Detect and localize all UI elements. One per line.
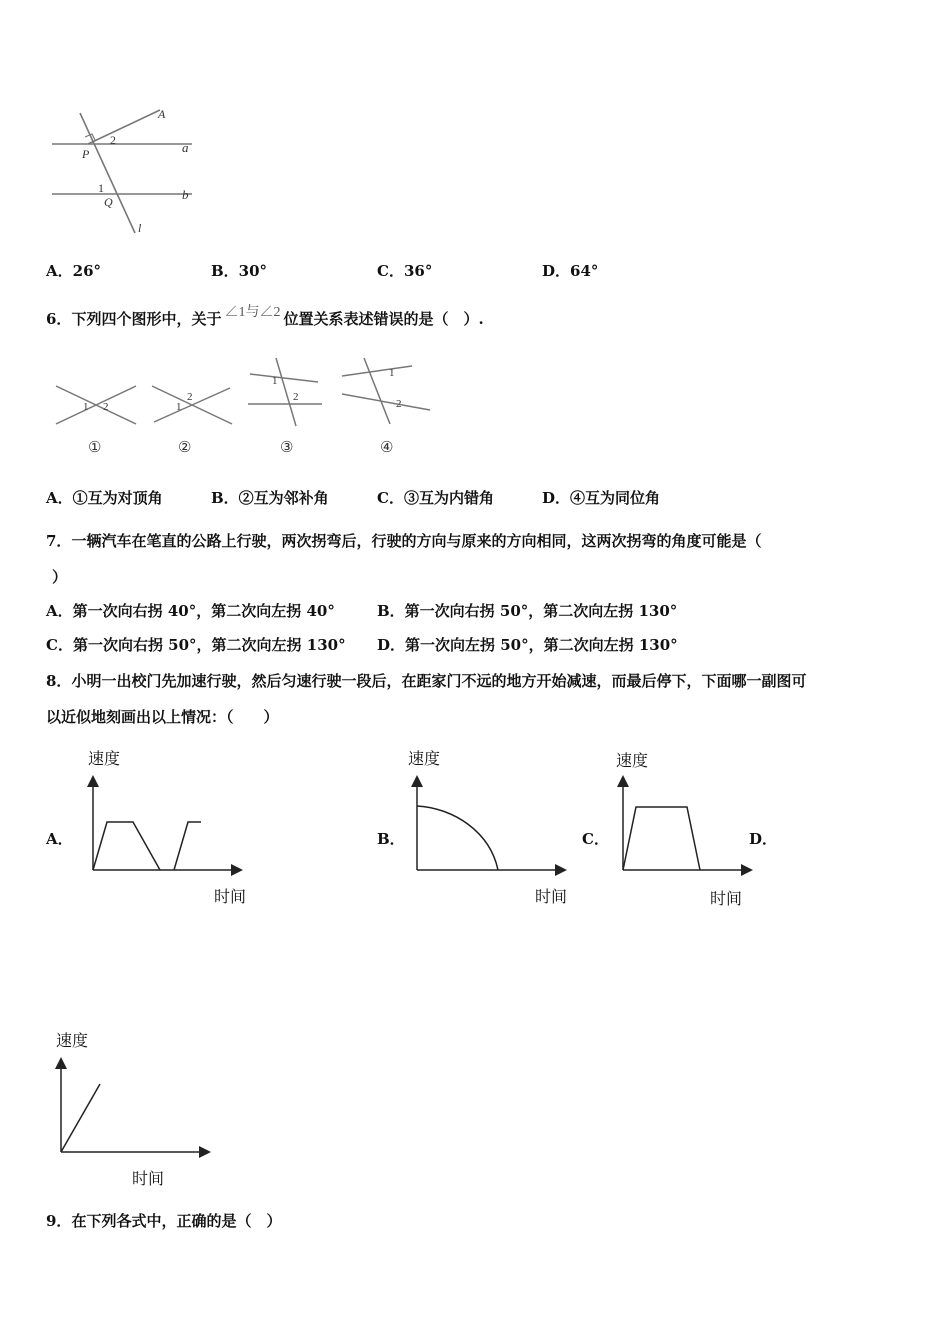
q9-stem-text: 在下列各式中，正确的是（ ） [71,1212,282,1230]
q6-fig1-label: ① [88,440,102,456]
q6-figure-2 [152,386,232,456]
q9-stem [46,1210,281,1231]
q6-fig4-label: ④ [380,440,394,456]
q8-graph-b-xlabel: 时间 [535,887,568,906]
q6-number: 6． [46,310,72,328]
graph-b-curve [417,806,498,870]
q6-fig3-label: ③ [280,440,294,456]
q8-stem-line1 [46,670,806,691]
q6-stem-before: 下列四个图形中，关于 [71,310,222,328]
q8-graph-d[interactable] [48,1052,218,1162]
q8-graph-d-xlabel: 时间 [132,1169,165,1188]
q8-number: 8． [46,672,72,690]
label-P: P [82,147,90,161]
q8-graph-b-ylabel: 速度 [408,749,441,768]
q7-stem-text: 一辆汽车在笔直的公路上行驶，两次拐弯后，行驶的方向与原来的方向相同，这两次拐弯的角度可能是（ [71,532,762,550]
q6-stem-math: ∠1与∠2 [224,305,281,320]
q6-option-b[interactable]: B．②互为邻补角 [211,489,329,507]
q6-option-c[interactable]: C．③互为内错角 [377,489,494,507]
q7-option-a[interactable]: A．第一次向右拐 40°，第二次向左拐 40° [46,602,335,620]
q6-fig2-angle-2: 2 [187,391,193,403]
q7-stem-line1 [46,530,761,551]
q8-graph-a-xlabel: 时间 [214,887,247,906]
q5-option-c[interactable]: C．36° [377,262,433,280]
graph-c-curve [623,807,700,870]
q6-figure-3 [248,358,322,456]
q8-graph-c[interactable] [610,770,760,880]
q6-figures [50,352,440,460]
label-Q: Q [104,195,113,209]
line-l [80,113,135,233]
q6-fig2-label: ② [178,440,192,456]
q6-option-d[interactable]: D．④互为同位角 [542,489,661,507]
q5-option-b[interactable]: B．30° [211,262,268,280]
q8-graph-d-ylabel: 速度 [56,1031,89,1050]
q6-stem-after: 位置关系表述错误的是（ ）. [283,310,484,328]
graph-d-curve [61,1084,100,1152]
q8-option-b-letter[interactable]: B． [377,830,405,848]
q8-option-a-letter[interactable]: A． [46,830,73,848]
label-l: l [138,221,142,235]
q7-stem-line2: ） [52,568,68,586]
q7-option-c[interactable]: C．第一次向右拐 50°，第二次向左拐 130° [46,636,346,654]
q6-fig3-angle-1: 1 [272,375,278,387]
q6-fig1-angle-1: 1 [83,401,89,413]
q8-graph-c-ylabel: 速度 [616,751,649,770]
q8-graph-a-ylabel: 速度 [88,749,121,768]
q8-stem-line2: 以近似地刻画出以上情况：（ ） [46,708,279,726]
q5-option-a[interactable]: A．26° [46,262,102,280]
q7-number: 7． [46,532,72,550]
q9-number: 9． [46,1212,72,1230]
q5-option-d[interactable]: D．64° [542,262,599,280]
graph-a-curve-2 [174,822,201,870]
q6-fig3-angle-2: 2 [293,391,299,403]
ray-pa [88,110,160,144]
q8-graph-b[interactable] [404,770,574,880]
q8-graph-c-xlabel: 时间 [710,889,743,908]
q6-fig1-angle-2: 2 [103,401,109,413]
right-angle-mark [85,134,95,140]
angle-1-label: 1 [98,181,104,195]
q8-option-c-letter[interactable]: C． [582,830,609,848]
label-b: b [182,187,189,202]
q6-fig4-angle-2: 2 [396,398,402,410]
q6-figure-4 [342,358,430,456]
angle-2-label: 2 [110,133,116,147]
q7-option-d[interactable]: D．第一次向左拐 50°，第二次向左拐 130° [377,636,678,654]
q8-option-d-letter[interactable]: D． [749,830,778,848]
q8-graph-a[interactable] [80,770,250,880]
label-a: a [182,140,189,155]
q6-fig2-angle-1: 1 [176,401,182,413]
q6-option-a[interactable]: A．①互为对顶角 [46,489,163,507]
q6-stem [46,305,484,329]
q6-fig4-angle-1: 1 [389,367,395,379]
q8-stem-text: 小明一出校门先加速行驶，然后匀速行驶一段后，在距家门不远的地方开始减速，而最后停下，下面哪一副图可 [71,672,807,690]
label-A: A [158,107,166,121]
graph-a-curve-1 [93,822,160,870]
q5-parallel-lines-figure [40,100,210,240]
q6-figure-1 [56,386,136,456]
q7-option-b[interactable]: B．第一次向右拐 50°，第二次向左拐 130° [377,602,678,620]
